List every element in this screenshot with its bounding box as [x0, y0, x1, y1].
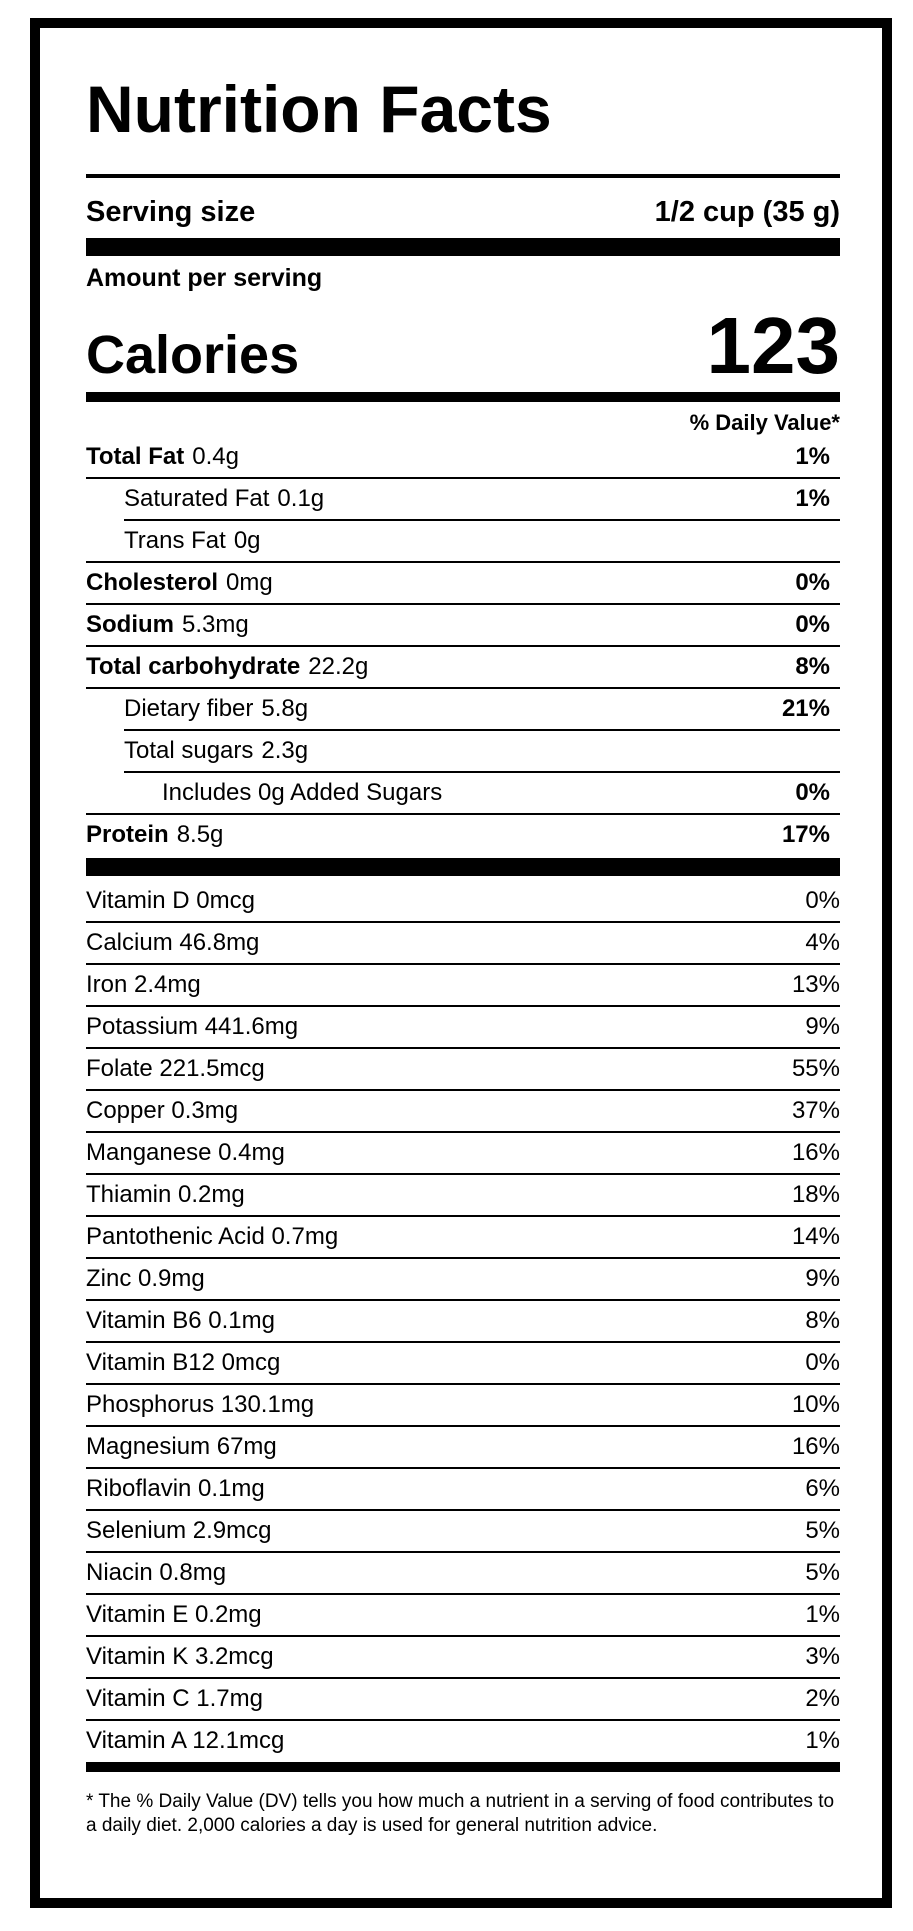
vitamin-row — [86, 964, 840, 1006]
calories-row — [86, 300, 840, 392]
vitamin-name: Magnesium 67mg — [86, 1433, 277, 1460]
nutrient-row — [86, 772, 840, 814]
calories-value: 123 — [706, 301, 840, 390]
vitamin-row — [86, 1636, 840, 1678]
vitamin-daily-value: 1% — [805, 1727, 840, 1754]
vitamin-name: Potassium 441.6mg — [86, 1013, 299, 1040]
nutrient-name — [86, 569, 273, 597]
nutrient-bold-name: Total carbohydrate — [86, 653, 301, 680]
vitamin-name: Vitamin D 0mcg — [86, 887, 255, 914]
footnote: * The % Daily Value (DV) tells you how much a nutrient in a serving of food contributes to a daily diet. 2,000 calories a day is used for general nutrition advice. — [86, 1791, 835, 1836]
nutrient-daily-value: 8% — [795, 653, 830, 680]
nutrient-row — [86, 814, 840, 856]
vitamin-daily-value: 16% — [791, 1139, 840, 1166]
nutrient-amount: 2.3g — [261, 737, 309, 764]
nutrient-name — [86, 737, 308, 765]
vitamin-name: Vitamin B12 0mcg — [86, 1349, 281, 1376]
vitamin-name: Folate 221.5mcg — [86, 1055, 265, 1082]
nutrient-daily-value: 0% — [795, 611, 830, 638]
nutrient-name — [86, 611, 249, 639]
vitamin-row — [86, 1720, 840, 1762]
vitamin-name: Vitamin K 3.2mcg — [86, 1643, 274, 1670]
vitamin-row — [86, 922, 840, 964]
nutrient-name — [86, 779, 450, 807]
vitamin-name: Manganese 0.4mg — [86, 1139, 285, 1166]
vitamin-name: Riboflavin 0.1mg — [86, 1475, 265, 1502]
nutrient-row — [86, 688, 840, 730]
nutrient-plain-name: Total sugars — [124, 737, 254, 764]
vitamin-row — [86, 1006, 840, 1048]
vitamin-row — [86, 1174, 840, 1216]
nutrient-amount: 0.1g — [277, 485, 325, 512]
nutrient-bold-name: Cholesterol — [86, 569, 219, 596]
divider-medium — [86, 392, 840, 402]
vitamin-row — [86, 1552, 840, 1594]
vitamin-daily-value: 10% — [791, 1391, 840, 1418]
vitamin-daily-value: 4% — [805, 929, 840, 956]
nutrient-row — [86, 436, 840, 478]
vitamin-daily-value: 9% — [805, 1265, 840, 1292]
vitamin-daily-value: 9% — [805, 1013, 840, 1040]
vitamin-name: Calcium 46.8mg — [86, 929, 260, 956]
divider-thick — [86, 238, 840, 256]
nutrient-plain-name: Trans Fat — [124, 527, 226, 554]
vitamin-daily-value: 5% — [805, 1559, 840, 1586]
nutrient-bold-name: Sodium — [86, 611, 174, 638]
nutrient-daily-value: 1% — [795, 485, 830, 512]
divider-medium — [86, 1762, 840, 1772]
vitamin-daily-value: 0% — [805, 1349, 840, 1376]
nutrient-amount: 0.4g — [192, 443, 239, 470]
vitamin-name: Zinc 0.9mg — [86, 1265, 205, 1292]
nutrient-amount: 8.5g — [176, 821, 224, 848]
vitamin-row — [86, 1132, 840, 1174]
vitamin-daily-value: 8% — [805, 1307, 840, 1334]
vitamin-name: Phosphorus 130.1mg — [86, 1391, 315, 1418]
serving-size-row — [86, 196, 840, 229]
nutrient-name — [86, 695, 308, 723]
nutrient-daily-value: 21% — [781, 695, 830, 722]
vitamin-row — [86, 1426, 840, 1468]
nutrient-amount: 22.2g — [308, 653, 369, 680]
nutrient-bold-name: Protein — [86, 821, 169, 848]
vitamin-daily-value: 1% — [805, 1601, 840, 1628]
vitamin-daily-value: 5% — [805, 1517, 840, 1544]
nutrient-name — [86, 527, 261, 555]
vitamin-name: Iron 2.4mg — [86, 971, 201, 998]
nutrient-daily-value: 1% — [795, 443, 830, 470]
nutrient-amount: 0g — [233, 527, 261, 554]
vitamin-row — [86, 1258, 840, 1300]
nutrient-row — [86, 520, 840, 562]
nutrient-daily-value: 0% — [795, 779, 830, 806]
divider-thick — [86, 858, 840, 876]
nutrient-name — [86, 485, 324, 513]
vitamin-row — [86, 1048, 840, 1090]
vitamin-daily-value: 37% — [791, 1097, 840, 1124]
vitamin-daily-value: 18% — [791, 1181, 840, 1208]
vitamin-daily-value: 13% — [791, 971, 840, 998]
vitamin-row — [86, 1342, 840, 1384]
nutrient-plain-name: Dietary fiber — [124, 695, 254, 722]
vitamin-daily-value: 3% — [805, 1643, 840, 1670]
vitamin-name: Vitamin B6 0.1mg — [86, 1307, 275, 1334]
vitamin-name: Vitamin C 1.7mg — [86, 1685, 263, 1712]
nutrient-amount: 5.8g — [261, 695, 309, 722]
vitamin-row — [86, 1090, 840, 1132]
vitamin-name: Pantothenic Acid 0.7mg — [86, 1223, 339, 1250]
nutrient-daily-value: 0% — [795, 569, 830, 596]
nutrient-name — [86, 653, 368, 681]
nutrient-row — [86, 562, 840, 604]
nutrient-bold-name: Total Fat — [86, 443, 185, 470]
nutrient-plain-name: Includes 0g Added Sugars — [162, 779, 443, 806]
vitamin-row — [86, 1300, 840, 1342]
vitamin-row — [86, 1678, 840, 1720]
vitamin-name: Niacin 0.8mg — [86, 1559, 227, 1586]
amount-per-serving: Amount per serving — [86, 264, 323, 292]
vitamin-daily-value: 16% — [791, 1433, 840, 1460]
nutrient-amount: 5.3mg — [182, 611, 249, 638]
vitamin-row — [86, 1594, 840, 1636]
vitamin-name: Thiamin 0.2mg — [86, 1181, 245, 1208]
vitamin-row — [86, 880, 840, 922]
vitamin-row — [86, 1468, 840, 1510]
vitamin-daily-value: 14% — [791, 1223, 840, 1250]
nutrient-plain-name: Saturated Fat — [124, 485, 270, 512]
nutrient-daily-value: 17% — [781, 821, 830, 848]
nutrient-name — [86, 821, 223, 849]
nutrient-row — [86, 730, 840, 772]
vitamin-daily-value: 6% — [805, 1475, 840, 1502]
vitamin-name: Copper 0.3mg — [86, 1097, 239, 1124]
divider-thin — [86, 174, 840, 178]
serving-size-label: Serving size — [86, 196, 256, 228]
daily-value-header: % Daily Value* — [689, 410, 840, 435]
vitamin-daily-value: 0% — [805, 887, 840, 914]
nutrient-row — [86, 478, 840, 520]
serving-size-value: 1/2 cup (35 g) — [654, 196, 840, 228]
vitamin-row — [86, 1384, 840, 1426]
vitamin-name: Vitamin A 12.1mcg — [86, 1727, 285, 1754]
nutrient-name — [86, 443, 239, 471]
vitamin-daily-value: 55% — [791, 1055, 840, 1082]
nutrient-row — [86, 604, 840, 646]
nutrient-row — [86, 646, 840, 688]
vitamin-row — [86, 1510, 840, 1552]
calories-label: Calories — [86, 325, 300, 385]
vitamin-name: Vitamin E 0.2mg — [86, 1601, 262, 1628]
label-title: Nutrition Facts — [86, 72, 552, 146]
vitamin-row — [86, 1216, 840, 1258]
vitamin-daily-value: 2% — [805, 1685, 840, 1712]
vitamin-name: Selenium 2.9mcg — [86, 1517, 272, 1544]
nutrient-amount: 0mg — [226, 569, 273, 596]
